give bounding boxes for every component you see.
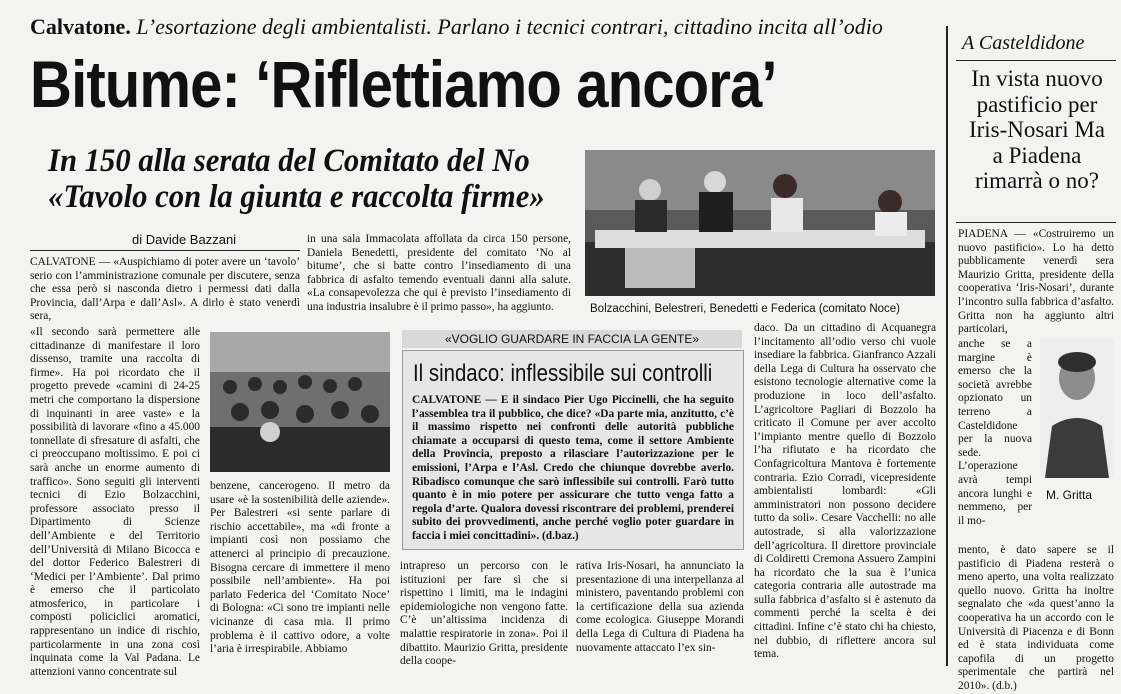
article-col5: daco. Da un cittadino di Acquanegra l’incitamento all’odio verso chi vuole insediare la fabbrica. Gianfranco Azzali della Lega di Cultura ha osservato che esistono tecnologie alternative come la produzione in loco dell’asfalto. L’agricoltore Pagliari di Bozzolo ha criticato il Comune per aver accolto l’impianto mentre quello di Bozzolo l’ha rifiutato e ha ricordato che Confagricoltura Mantova è fortemente contraria. Ezio Corradi, vicepresidente ambientalisti lombardi: «Gli amministratori non possono decidere tutto da soli». Cesare Vacchelli: no alle autostrade, sì alla valorizzazione dell’agricoltura. Il direttore provinciale di Coldiretti Cremona Assuero Zampini ha ricordato che la sua è l’unica categoria contraria alle autostrade ma sulla fabbrica d’asfalto si è astenuto da commenti perché la scelta è dei cittadini. Infine c’è stato chi ha chiesto, nel dubbio, di riflettere ancora sul tema. [754,322,936,661]
article-col2-top: in una sala Immacolata affollata da circa 150 persone, Daniela Benedetti, presidente del comitato ‘No al bitume’, che si batte contro l’insediamento di una fabbrica di asfalto temendo eventuali danni alla salute. «La consapevolezza che qui è previsto l’insediamento di una industria insalubre è il primo passo», ha aggiunto. [307,233,571,313]
article-col1-top: CALVATONE — «Auspichiamo di poter avere un ‘tavolo’ serio con l’amministrazione comunale per discutere, senza che essa però si nasconda dietro i permessi dati dalla Provincia, dall’Arpa e dall’Asl». A dirlo è stato venerdì sera, [30,256,300,323]
subheadline [48,143,545,215]
mayor-box-body: CALVATONE — E il sindaco Pier Ugo Piccinelli, che ha seguito l’assemblea tra il pubblico, che dice? «Da parte mia, anzitutto, c’è il massimo rispetto nei confronti delle autorità pubbliche chiamate a occuparsi di questo tema, come il settore Ambiente della Provincia, preposto a rilasciare l’autorizzazione per le emissioni, l’Arpa e l’Asl. Credo che chiunque dovrebbe averlo. Ribadisco comunque che sarò inflessibile sui controlli. Farò tutto quanto è in mio potere per assicurare che tutto venga fatto a regola d’arte. Qualora dovessi riscontrare dei problemi, prenderei subito dei provvedimenti, anche perché voglio poter guardare in faccia i miei concittadini». (d.baz.) [412,394,734,542]
headline: Bitume: ‘Riflettiamo ancora’ [30,47,777,121]
kicker-place: Calvatone. [30,14,131,39]
portrait-caption: M. Gritta [1046,488,1093,502]
sidebar-body-narrow: anche se a margine è emerso che la società avrebbe opzionato un terreno a Casteldidone per la nuova sede. L’operazione avrà tempi ancora lunghi e nemmeno, per il mo- [958,338,1032,527]
sidebar-body-bottom: mento, è dato sapere se il pastificio di Piadena resterà o meno aperto, una volta realizzato quello nuovo. Gritta ha inoltre segnalato che «da quest’anno la cooperativa ha un accordo con le Università di Piacenza e di Bonn ed è stata individuata come capofila di un progetto sperimentale che partirà nel 2010». (d.b.) [958,544,1114,692]
byline: di Davide Bazzani [132,232,237,247]
article-col1-mid: «Il secondo sarà permettere alle cittadinanze di manifestare il loro dissenso, tramite una raccolta di firme». Ha poi ricordato che il progetto prevede «camini di 24-25 metri che comportano la dispersione di inquinanti in aree vaste» e la possibilità di lavorare «fino a 45.000 tonnellate di sfresature di asfalti, che ci preoccupano moltissimo. E poi ci sarà anche un enorme aumento di traffico». Sono seguiti gli interventi tecnici di Ezio Bolzacchini, professore associato presso il Dipartimento di Scienze dell’Ambiente e del Territorio dell’Università di Milano Bicocca e del dottor Federico Balestreri di ‘Medici per l’Ambiente’. Dal primo è emerso che il particolato atmosferico, in particolare i composti policiclici aromatici, rappresentano un indice di rischio, particolarmente in una zona così inquinata come la Val Padana. Le attenzioni vanno concentrate sul [30,326,200,678]
sidebar-rule-2 [956,222,1116,223]
panel-photo [585,150,935,296]
panel-photo-caption: Bolzacchini, Belestreri, Benedetti e Federica (comitato Noce) [590,303,901,315]
kicker [30,14,883,40]
subheadline-line-1: In 150 alla serata del Comitato del No [48,143,530,179]
audience-photo-image [210,332,390,472]
portrait-photo-image [1040,338,1114,478]
sidebar-rule [956,60,1116,61]
byline-rule [30,250,300,251]
portrait-photo [1040,338,1114,478]
article-col3-bottom: intrapreso un percorso con le istituzioni per fare sì che si rispettino i limiti, ma le indagini epidemiologiche non vengono fatte. C’è un’altissima incidenza di malattie respiratorie in zona». Poi il dibattito. Maurizio Gritta, presidente della coope- [400,560,568,668]
mayor-box-tag: «VOGLIO GUARDARE IN FACCIA LA GENTE» [402,330,742,348]
audience-photo [210,332,390,472]
kicker-text: L’esortazione degli ambientalisti. Parlano i tecnici contrari, cittadino incita all’odio [136,14,883,39]
panel-photo-image [585,150,935,296]
sidebar-headline: In vista nuovo pastificio per Iris-Nosari Ma a Piadena rimarrà o no? [968,66,1106,193]
subheadline-line-2: «Tavolo con la giunta e raccolta firme» [48,179,545,215]
mayor-box-headline: Il sindaco: inflessibile sui controlli [413,360,713,387]
sidebar-body-top: PIADENA — «Costruiremo un nuovo pastificio». Lo ha detto pubblicamente venerdì sera Maurizio Gritta, presidente della cooperativa ‘Iris-Nosari’, durante l’incontro sulla fabbrica d’asfalto. Gritta non ha aggiunto altri particolari, [958,228,1114,336]
article-col4-bottom: rativa Iris-Nosari, ha annunciato la presentazione di una interpellanza al ministero, paventando problemi con la certificazione della sua azienda come ecologica. Giuseppe Morandi della Lega di Cultura di Piadena ha nuovamente attaccato l’ex sin- [576,560,744,654]
article-col2-mid: benzene, cancerogeno. Il metro da usare «è la sostenibilità delle aziende». Per Balestreri «si sente parlare di rischio accettabile», ma «di fronte a impianti così non possiamo che attenerci al principio di precauzione. Bisogna cercare di immettere il meno possibile nell’ambiente». Ha poi parlato Federica del ‘Comitato Noce’ di Bologna: «Ci sono tre impianti nelle vicinanze di casa mia. Il primo problema è il cattivo odore, a volte l’aria è irrespirabile. Abbiamo [210,480,390,656]
sidebar-tag: A Casteldidone [962,32,1085,54]
